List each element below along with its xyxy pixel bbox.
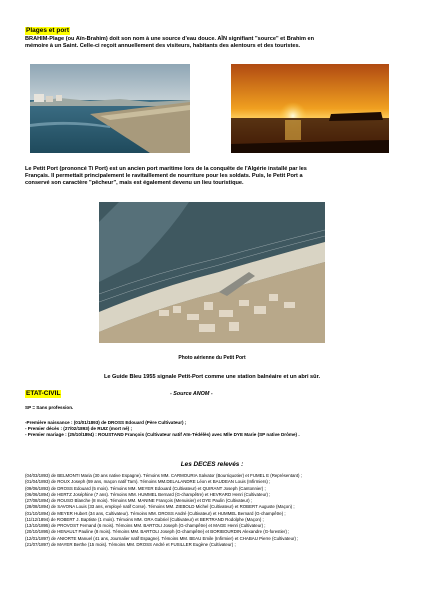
intro-paragraph: [25, 36, 405, 50]
source-anom: - Source ANOM -: [170, 391, 213, 397]
petit-port-line: Le Petit Port (prononcé Ti Port) est un ancien port maritime lors de la conquête de l'Algérie installé par les: [25, 166, 307, 172]
deces-title: Les DECES relevés :: [180, 461, 244, 468]
first-death: - Premier décès : (27/02/1893) de RUIZ (mort né) ;: [25, 426, 132, 431]
deces-list: [25, 473, 410, 548]
first-marriage: - Premier mariage : (25/10/1894) : ROUSTAND François (Cultivateur natif Aïn-Tédélès) avec Mlle DYE Marie (SP native Drôme) .: [25, 432, 300, 437]
petit-port-line: conservé son caractère "pêcheur", mais est également devenu un lieu touristique.: [25, 180, 244, 186]
list-item: (13/10/1895) de PROVOST Fernand (6 mois). Témoins MM. BARTOLI Joseph (G-champêtre) et MAGE Henri (Cultivateur) ;: [25, 523, 266, 528]
list-item: (11/12/1894) de ROBERT J. Baptiste (1 mois). Témoins MM. GRA Gabriel (Cultivateur) et BERTRAND Rodolphe (Maçon) ;: [25, 516, 264, 522]
port-photo: [30, 64, 190, 153]
sunset-photo-image: [231, 64, 389, 153]
list-item: (04/03/1893) de BELMONTI Maria (30 ans native Espagne). Témoins MM. CARMOURIA Salvator (Bourriquotier) et FUMEL E (Représentant) ;: [25, 473, 302, 478]
port-photo-image: [30, 64, 190, 153]
aerial-photo-image: [99, 202, 325, 343]
list-item: (01/10/1894) de MEYER Hubert (34 ans, Cultivateur). Témoins MM. DROSS André (Cultivateur) et HUMMEL Bernard (G-champêtre) ;: [25, 510, 286, 516]
list-item: (20/10/1895) de HENAULT Pauline (8 mois). Témoins MM. BARTOLI Joseph (G-champêtre) et BORIBOURDIN Alexandre (G-forestier) ;: [25, 529, 290, 535]
intro-line: BRAHIM-Plage (ou Aïn-Brahim) doit son nom à une source d'eau douce. AÏN signifiant "source" et Brahim en: [25, 36, 315, 42]
list-item: (09/06/1893) de DROSS Edouard (5 mois). Témoins MM. MEYER Edouard (Cultivateur) et QUIRANT Joseph (Cantonnier) ;: [25, 485, 266, 491]
etat-civil-heading: ETAT-CIVIL: [26, 390, 61, 397]
intro-line: mémoire à un Saint. Celle-ci reçoit annuellement des visiteurs, habitants des alentours et des touristes.: [25, 43, 301, 49]
list-item: (27/08/1894) de ROUSO Blanche (8 mois). Témoins MM. MANINE François (Menuisier) et DYE Paulin (Cultivateur) ;: [25, 498, 253, 503]
section-heading-plages: Plages et port: [26, 27, 69, 34]
sp-note: SP = Sans profession.: [25, 405, 74, 410]
sunset-photo: [231, 64, 389, 153]
aerial-photo: [99, 202, 325, 343]
list-item: (01/04/1893) de ROUX Joseph (59 ans, maçon natif Tarn). Témoins MM.DELALANDRE Léon et BAUDEAN Louis (Infirmiers) ;: [25, 479, 271, 485]
list-item: (28/08/1894) de SAVONA Louis (33 ans, employé natif Corse). Témoins MM. ZIEBOLD Michel (Cultivateur) et ROBERT Auguste (Maçon) ;: [25, 504, 295, 510]
aerial-photo-caption: Photo aérienne du Petit Port: [178, 355, 246, 361]
list-item: (06/06/1894) de HERTZ Joséphine (7 ans). Témoins MM. HUMMEL Bernard (G-champêtre) et HEVRARD Henri (Cultivateur) ;: [25, 491, 271, 497]
petit-port-line: Français. Il permettait principalement le ravitaillement de nourriture pour les soldats. Puis, le Petit Port a: [25, 173, 303, 179]
first-events-list: [25, 420, 415, 438]
petit-port-paragraph: [25, 166, 410, 187]
list-item: (21/07/1897) de MAYER Berthe (15 mois). Témoins MM. DROSS André et FUSILLER Eugène (Cultivateur) ;: [25, 541, 236, 547]
first-birth: -Première naissance : (01/01/1893) de DROSS Edouard (Père Cultivateur) ;: [25, 420, 187, 425]
guide-bleu-note: Le Guide Bleu 1955 signale Petit-Port comme une station balnéaire et un abri sûr.: [103, 374, 321, 380]
list-item: (12/01/1897) de ANIORTE Manuel (41 ans, Journalier natif Espagne). Témoins MM. BEAU Emile (Infirmier) et CHABAU Pierre (Cultivateur) ;: [25, 535, 299, 541]
